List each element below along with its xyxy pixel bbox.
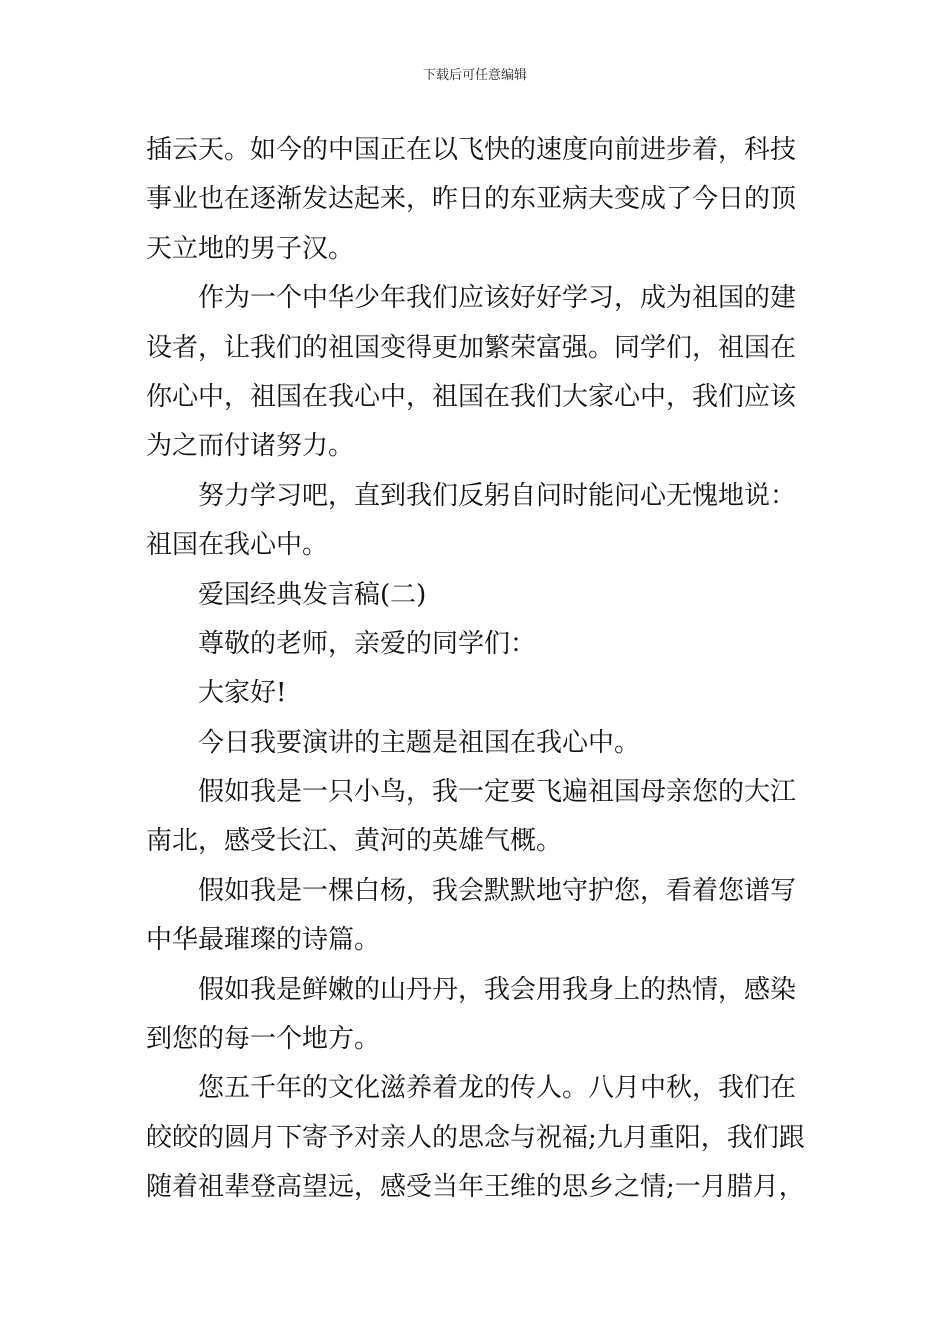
text-line: 努力学习吧，直到我们反躬自问时能问心无愧地说： <box>198 480 797 511</box>
text-line: 爱国经典发言稿(二) <box>198 579 427 610</box>
text-line: 尊敬的老师，亲爱的同学们： <box>198 628 537 659</box>
text-line: 事业也在逐渐发达起来，昨日的东亚病夫变成了今日的顶 <box>146 184 797 215</box>
text-line: 设者，让我们的祖国变得更加繁荣富强。同学们，祖国在 <box>146 332 797 363</box>
text-line: 假如我是一只小鸟，我一定要飞遍祖国母亲您的大江 <box>198 777 797 808</box>
page-header: 下载后可任意编辑 <box>422 68 527 83</box>
text-line: 皎皎的圆月下寄予对亲人的思念与祝福;九月重阳，我们跟 <box>146 1122 805 1153</box>
text-line: 假如我是一棵白杨，我会默默地守护您，看着您谱写 <box>198 875 797 906</box>
text-line: 你心中，祖国在我心中，祖国在我们大家心中，我们应该 <box>146 381 797 412</box>
text-line: 作为一个中华少年我们应该好好学习，成为祖国的建 <box>198 283 797 314</box>
text-line: 今日我要演讲的主题是祖国在我心中。 <box>198 727 641 758</box>
text-line: 大家好! <box>198 678 287 709</box>
text-line: 假如我是鲜嫩的山丹丹，我会用我身上的热情，感染 <box>198 974 797 1005</box>
document-body <box>146 126 810 1213</box>
text-line: 插云天。如今的中国正在以飞快的速度向前进步着，科技 <box>146 135 797 165</box>
text-line: 您五千年的文化滋养着龙的传人。八月中秋，我们在 <box>198 1073 797 1104</box>
text-line: 天立地的男子汉。 <box>146 233 355 264</box>
text-line: 为之而付诸努力。 <box>146 431 355 462</box>
text-line: 南北，感受长江、黄河的英雄气概。 <box>146 826 563 857</box>
text-line: 随着祖辈登高望远，感受当年王维的思乡之情;一月腊月， <box>146 1172 805 1203</box>
text-line: 祖国在我心中。 <box>146 530 329 561</box>
text-line: 中华最璀璨的诗篇。 <box>146 925 381 956</box>
text-line: 到您的每一个地方。 <box>146 1024 381 1055</box>
